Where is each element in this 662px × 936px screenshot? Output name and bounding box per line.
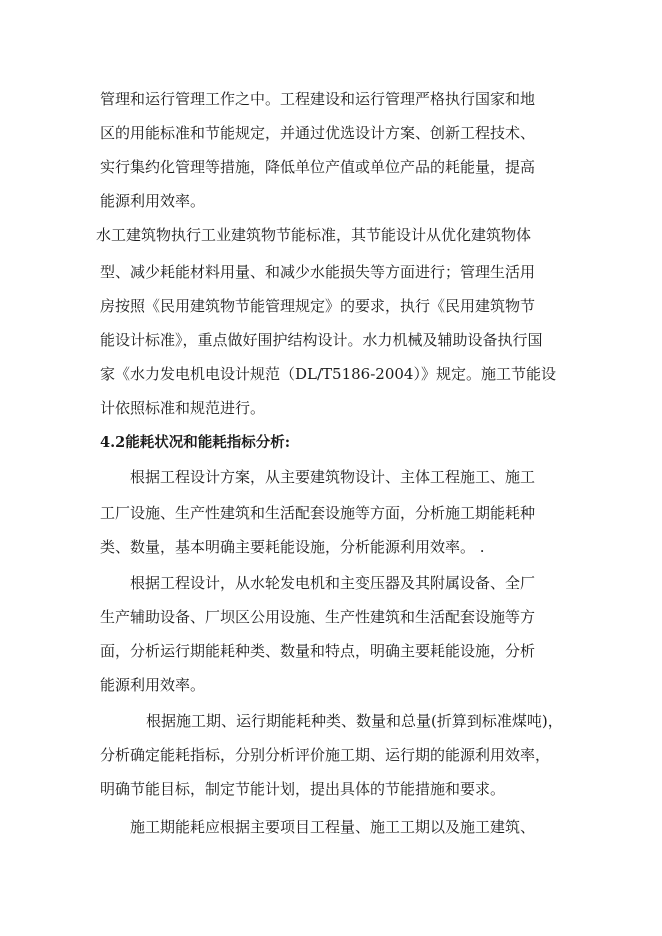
paragraph-line: 家《水力发电机电设计规范（DL/T5186-2004）》规定。施工节能设 bbox=[100, 365, 556, 383]
paragraph-line: 能设计标准》，重点做好围护结构设计。水力机械及辅助设备执行国 bbox=[100, 331, 543, 349]
paragraph-line: 计依照标准和规范进行。 bbox=[100, 399, 266, 417]
paragraph-line: 面，分析运行期能耗种类、数量和特点，明确主要耗能设施，分析 bbox=[100, 642, 536, 660]
paragraph-line: 工厂设施、生产性建筑和生活配套设施等方面，分析施工期能耗种 bbox=[100, 504, 536, 522]
paragraph-line: 水工建筑物执行工业建筑物节能标准，其节能设计从优化建筑物体 bbox=[96, 226, 532, 244]
paragraph-line: 生产辅助设备、厂坝区公用设施、生产性建筑和生活配套设施等方 bbox=[100, 608, 536, 626]
paragraph-line: 施工期能耗应根据主要项目工程量、施工工期以及施工建筑、 bbox=[130, 818, 536, 836]
paragraph-line: 根据施工期、运行期能耗种类、数量和总量(折算到标准煤吨)， bbox=[146, 712, 563, 730]
paragraph-line: 房按照《民用建筑物节能管理规定》的要求，执行《民用建筑物节 bbox=[100, 297, 536, 315]
paragraph-line: 类、数量，基本明确主要耗能设施，分析能源利用效率。 . bbox=[100, 538, 485, 556]
paragraph-line: 明确节能目标，制定节能计划，提出具体的节能措施和要求。 bbox=[100, 780, 506, 798]
paragraph-line: 能源利用效率。 bbox=[100, 676, 206, 694]
paragraph-line: 根据工程设计方案，从主要建筑物设计、主体工程施工、施工 bbox=[130, 468, 536, 486]
paragraph-line: 能源利用效率。 bbox=[100, 192, 206, 210]
paragraph-line: 管理和运行管理工作之中。工程建设和运行管理严格执行国家和地 bbox=[100, 90, 536, 108]
paragraph-line: 区的用能标准和节能规定，并通过优选设计方案、创新工程技术、 bbox=[100, 124, 536, 142]
section-heading: 4.2能耗状况和能耗指标分析: bbox=[100, 434, 291, 451]
paragraph-line: 分析确定能耗指标，分别分析评价施工期、运行期的能源利用效率， bbox=[100, 746, 551, 764]
paragraph-line: 实行集约化管理等措施，降低单位产值或单位产品的耗能量，提高 bbox=[100, 158, 536, 176]
paragraph-line: 根据工程设计，从水轮发电机和主变压器及其附属设备、全厂 bbox=[130, 574, 536, 592]
paragraph-line: 型、减少耗能材料用量、和减少水能损失等方面进行；管理生活用 bbox=[100, 263, 536, 281]
